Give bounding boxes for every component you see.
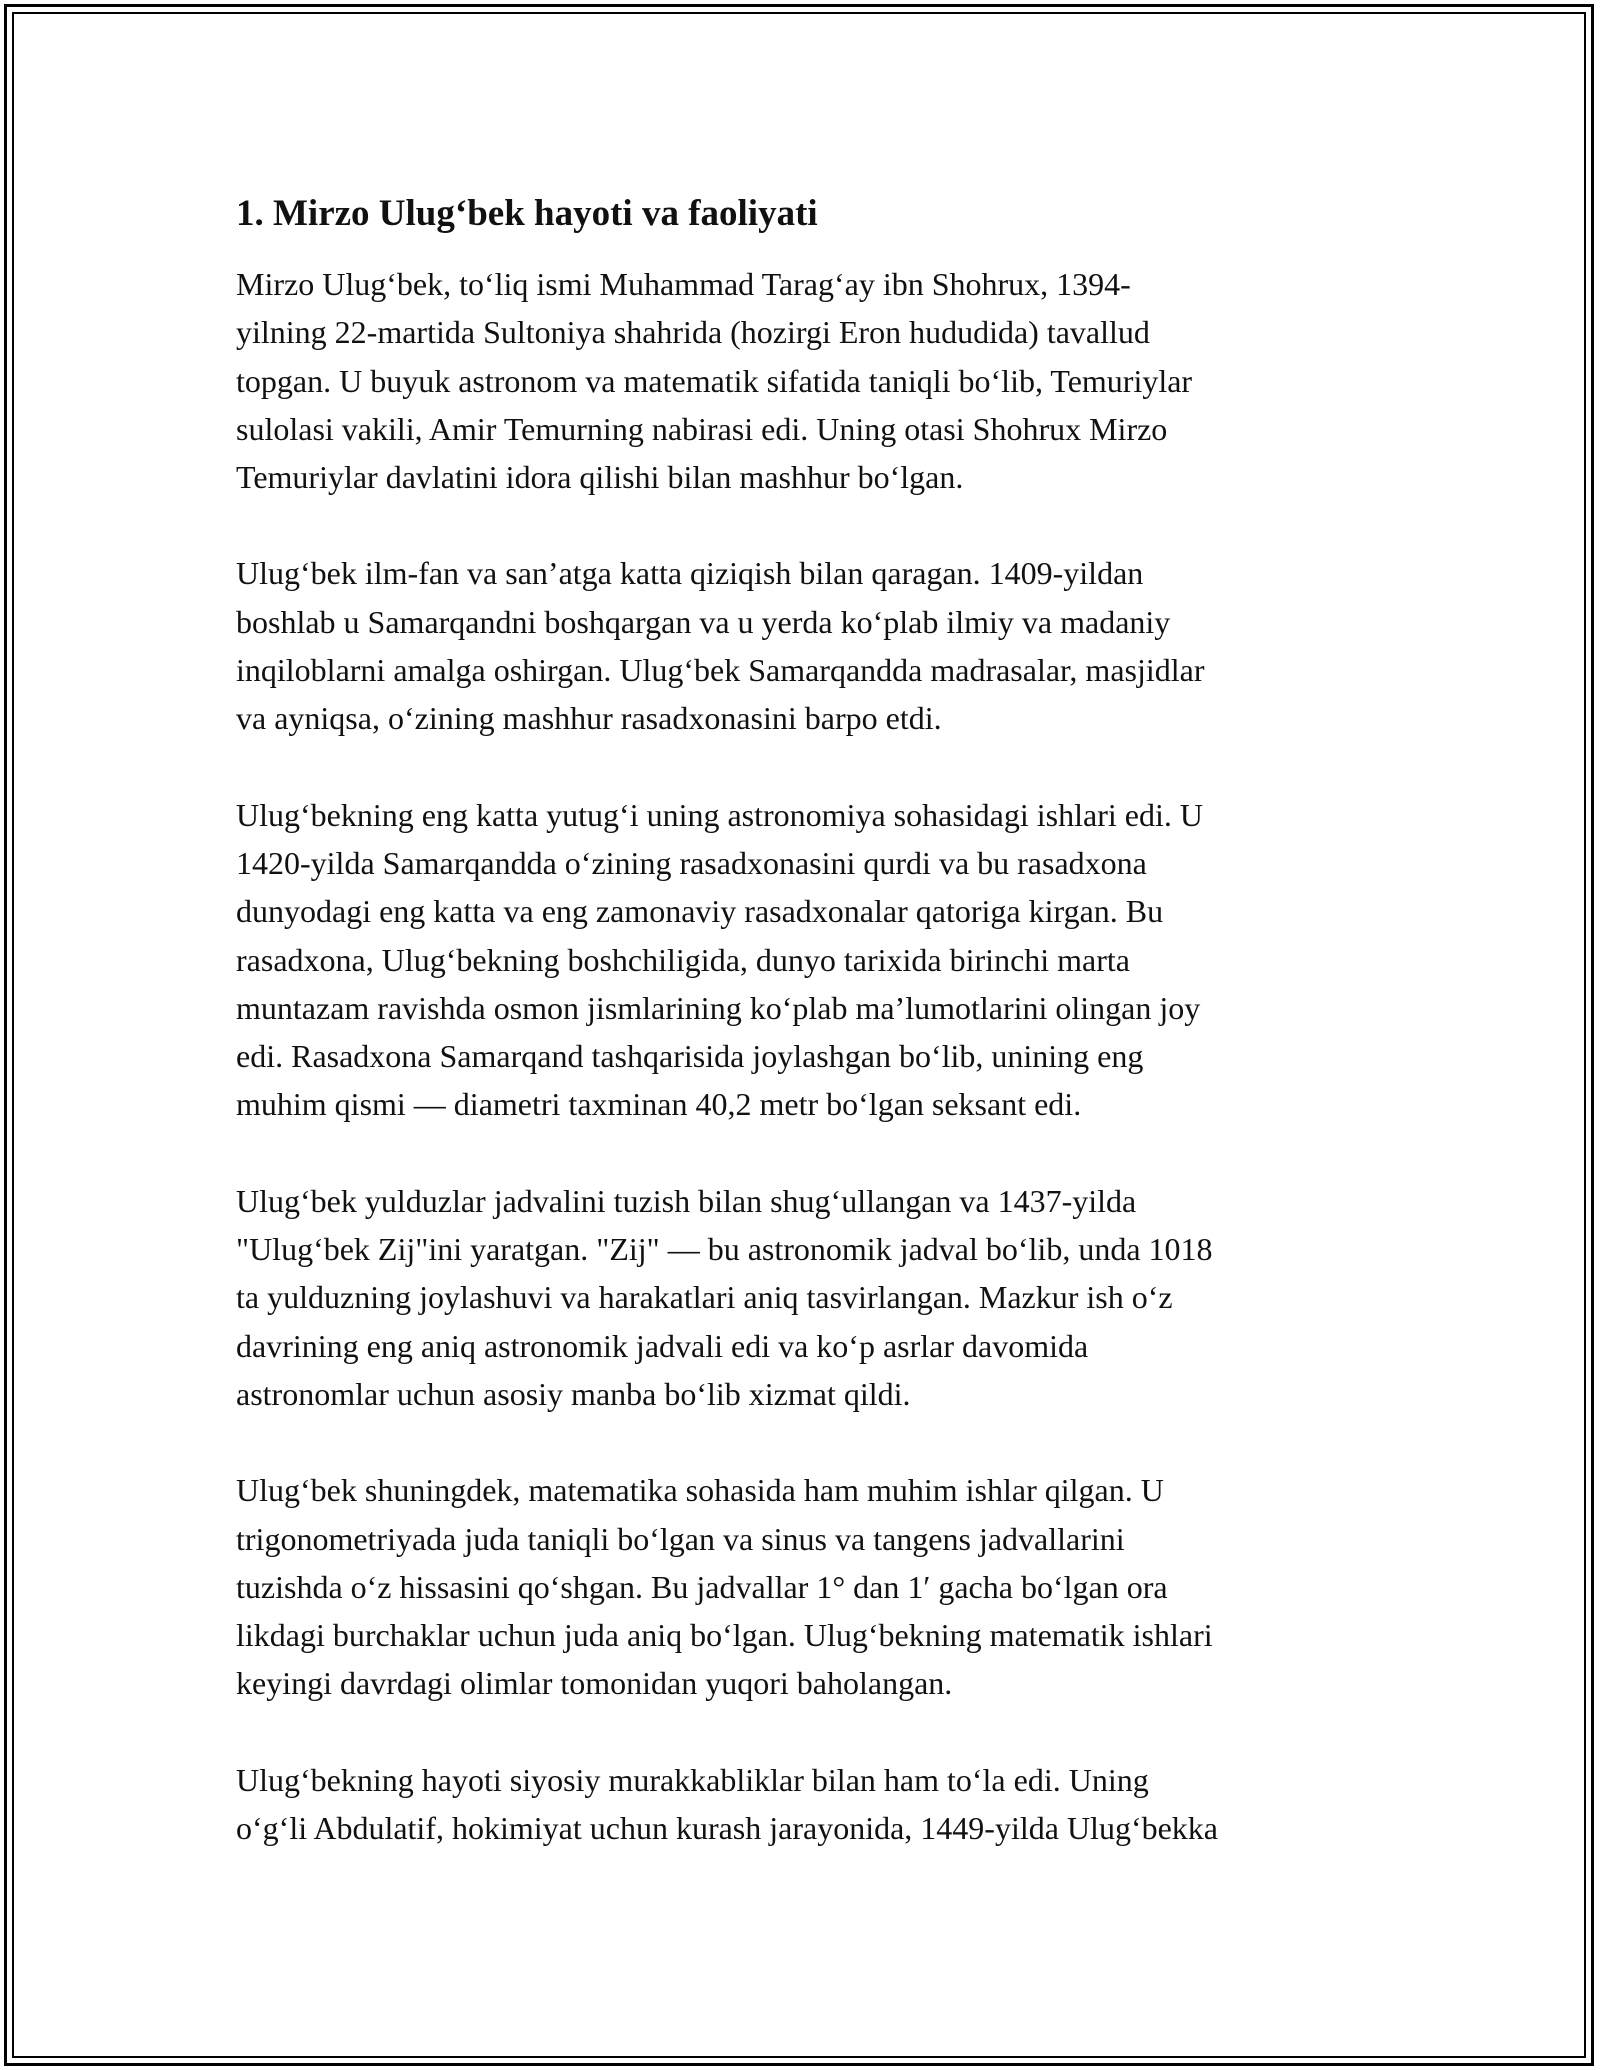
text-line: muntazam ravishda osmon jismlarining ko‘plab ma’lumotlarini olingan joy xyxy=(236,989,1201,1026)
text-line: Ulug‘bek shuningdek, matematika sohasida ham muhim ishlar qilgan. U xyxy=(236,1472,1164,1509)
paragraph-6 xyxy=(236,1756,1386,1853)
text-line: Ulug‘bek ilm-fan va san’atga katta qiziqish bilan qaragan. 1409-yildan xyxy=(236,555,1144,592)
text-line: "Ulug‘bek Zij"ini yaratgan. "Zij" — bu astronomik jadval bo‘lib, unda 1018 xyxy=(236,1231,1213,1268)
paragraph-2 xyxy=(236,549,1386,742)
text-line: Ulug‘bekning eng katta yutug‘i uning astronomiya sohasidagi ishlari edi. U xyxy=(236,796,1203,833)
text-line: yilning 22-martida Sultoniya shahrida (hozirgi Eron hududida) tavallud xyxy=(236,314,1150,351)
text-line: va ayniqsa, o‘zining mashhur rasadxonasini barpo etdi. xyxy=(236,700,942,737)
text-line: davrining eng aniq astronomik jadvali edi va ko‘p asrlar davomida xyxy=(236,1327,1089,1364)
text-line: Temuriylar davlatini idora qilishi bilan mashhur bo‘lgan. xyxy=(236,459,964,496)
paragraph-3 xyxy=(236,791,1386,1129)
text-line: dunyodagi eng katta va eng zamonaviy rasadxonalar qatoriga kirgan. Bu xyxy=(236,893,1164,930)
text-line: Mirzo Ulug‘bek, to‘liq ismi Muhammad Tarag‘ay ibn Shohrux, 1394- xyxy=(236,266,1131,302)
text-line: tuzishda o‘z hissasini qo‘shgan. Bu jadvallar 1° dan 1′ gacha bo‘lgan ora xyxy=(236,1568,1168,1605)
text-line: Ulug‘bek yulduzlar jadvalini tuzish bilan shug‘ullangan va 1437-yilda xyxy=(236,1182,1137,1219)
text-line: edi. Rasadxona Samarqand tashqarisida joylashgan bo‘lib, unining eng xyxy=(236,1038,1144,1075)
text-line: muhim qismi — diametri taxminan 40,2 metr bo‘lgan seksant edi. xyxy=(236,1086,1082,1123)
text-line: inqiloblarni amalga oshirgan. Ulug‘bek Samarqandda madrasalar, masjidlar xyxy=(236,652,1205,689)
text-line: boshlab u Samarqandni boshqargan va u yerda ko‘plab ilmiy va madaniy xyxy=(236,603,1171,640)
paragraph-4 xyxy=(236,1177,1386,1418)
text-line: 1420-yilda Samarqandda o‘zining rasadxonasini qurdi va bu rasadxona xyxy=(236,844,1147,881)
section-heading: 1. Mirzo Ulug‘bek hayoti va faoliyati xyxy=(236,193,818,234)
paragraph-1 xyxy=(236,260,1386,501)
text-line: astronomlar uchun asosiy manba bo‘lib xizmat qildi. xyxy=(236,1375,911,1412)
text-line: sulolasi vakili, Amir Temurning nabirasi edi. Uning otasi Shohrux Mirzo xyxy=(236,410,1168,447)
text-line: rasadxona, Ulug‘bekning boshchiligida, dunyo tarixida birinchi marta xyxy=(236,941,1130,978)
text-line: keyingi davrdagi olimlar tomonidan yuqori baholangan. xyxy=(236,1665,953,1702)
text-line: ta yulduzning joylashuvi va harakatlari aniq tasvirlangan. Mazkur ish o‘z xyxy=(236,1279,1173,1316)
text-line: likdagi burchaklar uchun juda aniq bo‘lgan. Ulug‘bekning matematik ishlari xyxy=(236,1617,1213,1654)
document-body xyxy=(236,188,1386,1900)
text-line: topgan. U buyuk astronom va matematik sifatida taniqli bo‘lib, Temuriylar xyxy=(236,362,1193,399)
text-line: o‘g‘li Abdulatif, hokimiyat uchun kurash jarayonida, 1449-yilda Ulug‘bekka xyxy=(236,1810,1218,1847)
paragraph-5 xyxy=(236,1466,1386,1707)
text-line: Ulug‘bekning hayoti siyosiy murakkabliklar bilan ham to‘la edi. Uning xyxy=(236,1761,1149,1798)
text-line: trigonometriyada juda taniqli bo‘lgan va sinus va tangens jadvallarini xyxy=(236,1520,1125,1557)
